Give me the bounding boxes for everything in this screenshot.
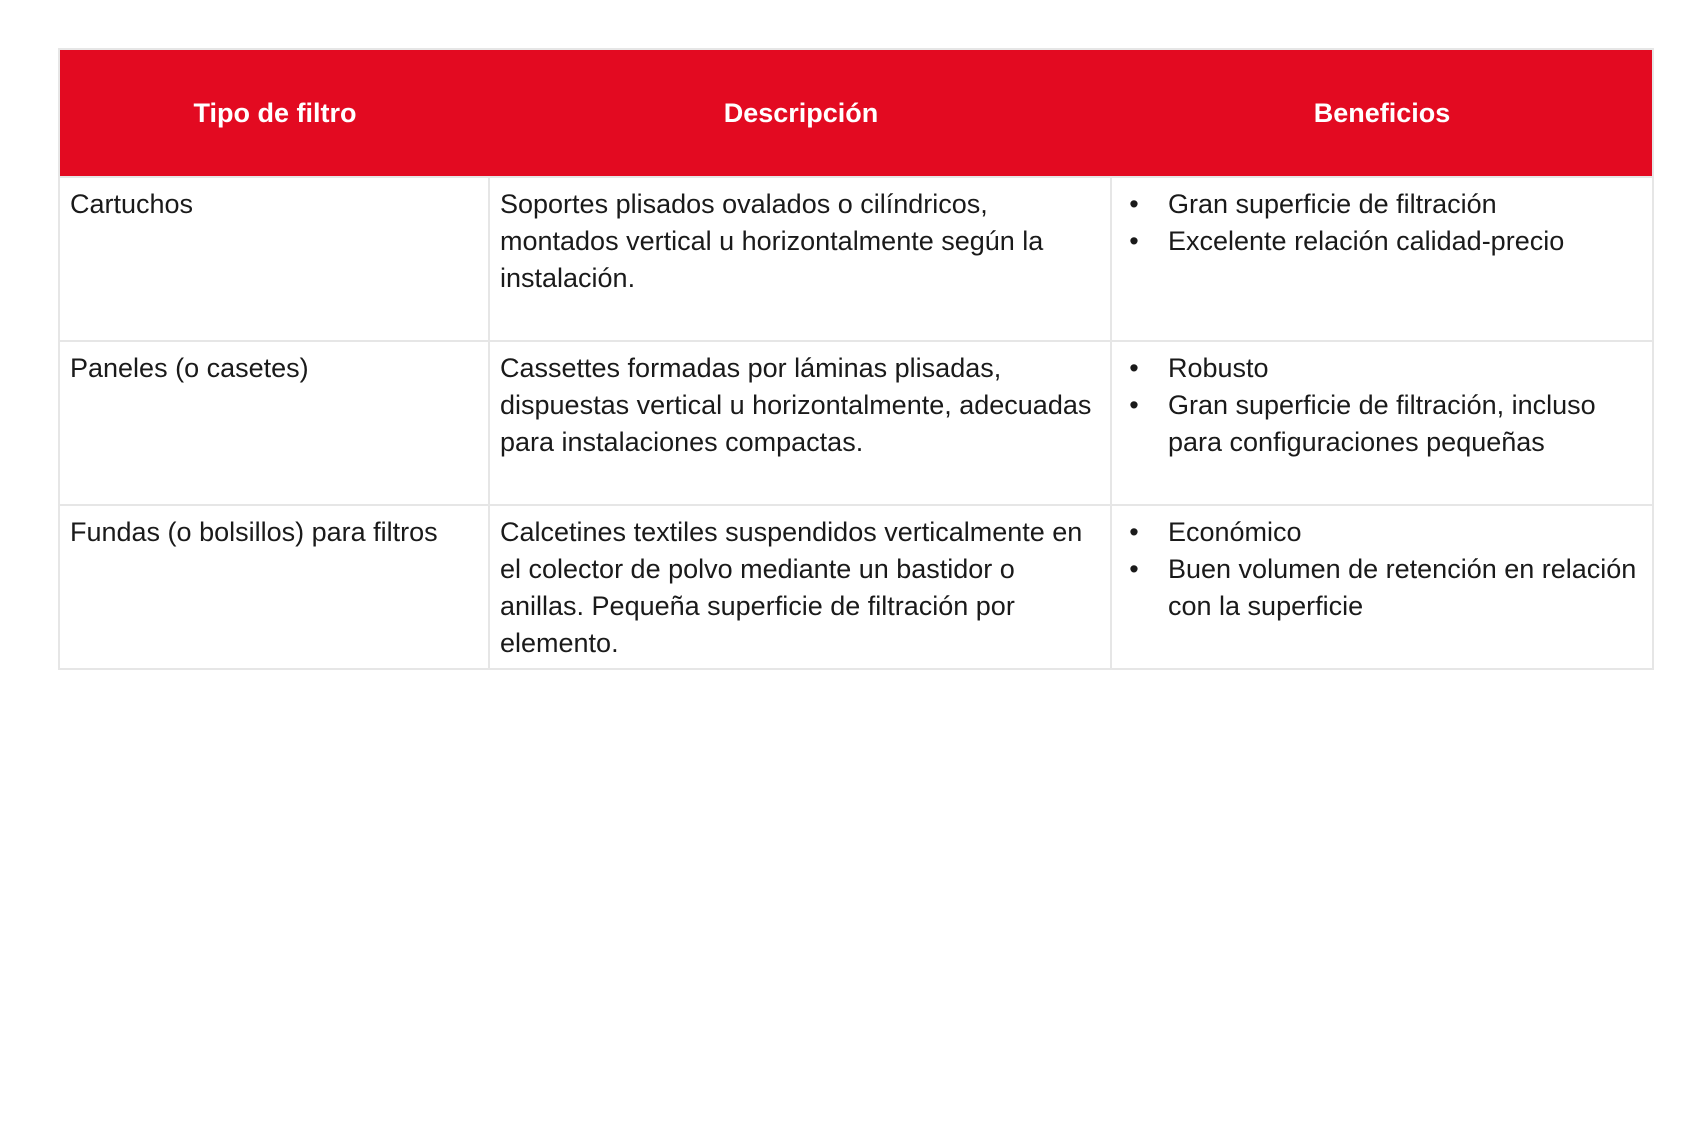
list-item	[1112, 186, 1646, 223]
cell-filter-type: Cartuchos	[60, 178, 490, 340]
benefits-list	[1112, 350, 1646, 461]
table-header	[60, 50, 1652, 176]
cell-description: Calcetines textiles suspendidos verticalmente en el colector de polvo mediante un bastidor o anillas. Pequeña superficie de filtración por elemento.	[490, 506, 1112, 668]
list-item	[1112, 223, 1646, 260]
bullet-icon: •	[1129, 554, 1139, 584]
cell-benefits	[1112, 342, 1652, 504]
benefit-text: Buen volumen de retención en relación con la superficie	[1168, 554, 1637, 621]
benefits-list	[1112, 186, 1646, 260]
table-row	[60, 504, 1652, 668]
bullet-icon: •	[1129, 189, 1139, 219]
cell-filter-type: Fundas (o bolsillos) para filtros	[60, 506, 490, 668]
cell-filter-type: Paneles (o casetes)	[60, 342, 490, 504]
list-item	[1112, 514, 1646, 551]
bullet-icon: •	[1129, 353, 1139, 383]
benefit-text: Excelente relación calidad-precio	[1168, 226, 1565, 256]
header-description: Descripción	[723, 97, 879, 128]
bullet-icon: •	[1129, 390, 1139, 420]
bullet-icon: •	[1129, 226, 1139, 256]
benefit-text: Económico	[1168, 517, 1302, 547]
cell-description: Soportes plisados ovalados o cilíndricos, montados vertical u horizontalmente según la instalación.	[490, 178, 1112, 340]
header-benefits: Beneficios	[1313, 97, 1451, 128]
benefit-text: Robusto	[1168, 353, 1269, 383]
cell-description: Cassettes formadas por láminas plisadas, dispuestas vertical u horizontalmente, adecuadas para instalaciones compactas.	[490, 342, 1112, 504]
cell-benefits	[1112, 178, 1652, 340]
list-item	[1112, 551, 1646, 625]
list-item	[1112, 387, 1646, 461]
cell-benefits	[1112, 506, 1652, 668]
header-filter-type: Tipo de filtro	[193, 97, 357, 128]
benefit-text: Gran superficie de filtración, incluso para configuraciones pequeñas	[1168, 390, 1596, 457]
list-item	[1112, 350, 1646, 387]
benefit-text: Gran superficie de filtración	[1168, 189, 1497, 219]
table-row	[60, 340, 1652, 504]
table-row	[60, 176, 1652, 340]
filter-types-table	[58, 48, 1654, 670]
bullet-icon: •	[1129, 517, 1139, 547]
benefits-list	[1112, 514, 1646, 625]
